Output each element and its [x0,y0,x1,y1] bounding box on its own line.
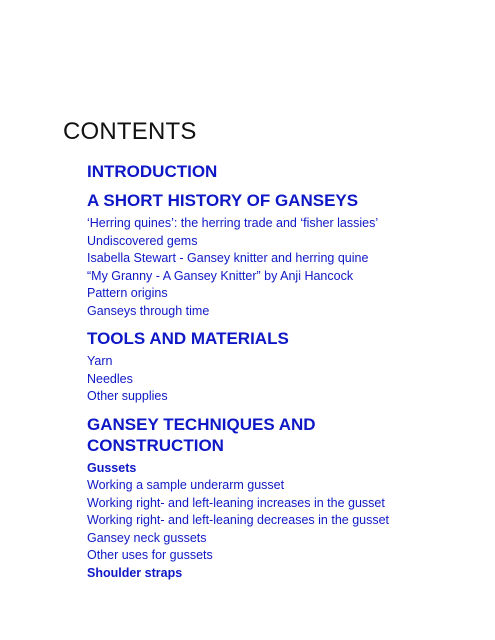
toc-item-isabella-stewart[interactable]: Isabella Stewart - Gansey knitter and herring quine [87,251,369,265]
toc-item-herring-quines[interactable]: ‘Herring quines’: the herring trade and ‘fisher lassies’ [87,216,379,230]
toc-item-gussets[interactable]: Gussets [87,460,137,475]
toc-item-neck-gussets[interactable]: Gansey neck gussets [87,530,207,545]
toc-item-decreases-gusset[interactable]: Working right- and left-leaning decreases in the gusset [87,513,390,527]
toc-item-pattern-origins[interactable]: Pattern origins [87,286,168,300]
toc-heading-introduction[interactable]: INTRODUCTION [87,162,218,181]
toc-item-undiscovered-gems[interactable]: Undiscovered gems [87,233,198,248]
toc-item-other-uses-gussets[interactable]: Other uses for gussets [87,548,213,562]
page-title: CONTENTS [63,118,197,145]
toc-item-increases-gusset[interactable]: Working right- and left-leaning increases in the gusset [87,495,385,510]
toc-item-my-granny[interactable]: “My Granny - A Gansey Knitter” by Anji Hancock [87,268,354,283]
toc-item-sample-underarm-gusset[interactable]: Working a sample underarm gusset [87,478,285,492]
toc-item-ganseys-through-time[interactable]: Ganseys through time [87,303,210,318]
toc-item-shoulder-straps[interactable]: Shoulder straps [87,565,183,580]
toc-techniques-items [87,460,417,583]
toc-item-other-supplies[interactable]: Other supplies [87,389,168,403]
toc-item-needles[interactable]: Needles [87,371,133,386]
table-of-contents [87,161,417,582]
toc-heading-techniques-line1: GANSEY TECHNIQUES AND [87,414,316,434]
toc-heading-tools[interactable]: TOOLS AND MATERIALS [87,329,289,348]
toc-heading-history[interactable]: A SHORT HISTORY OF GANSEYS [87,191,359,210]
toc-tools-items [87,353,417,406]
toc-heading-techniques-line2: CONSTRUCTION [87,435,224,455]
toc-heading-techniques[interactable] [87,414,417,456]
toc-item-yarn[interactable]: Yarn [87,354,113,368]
toc-history-items [87,215,417,320]
